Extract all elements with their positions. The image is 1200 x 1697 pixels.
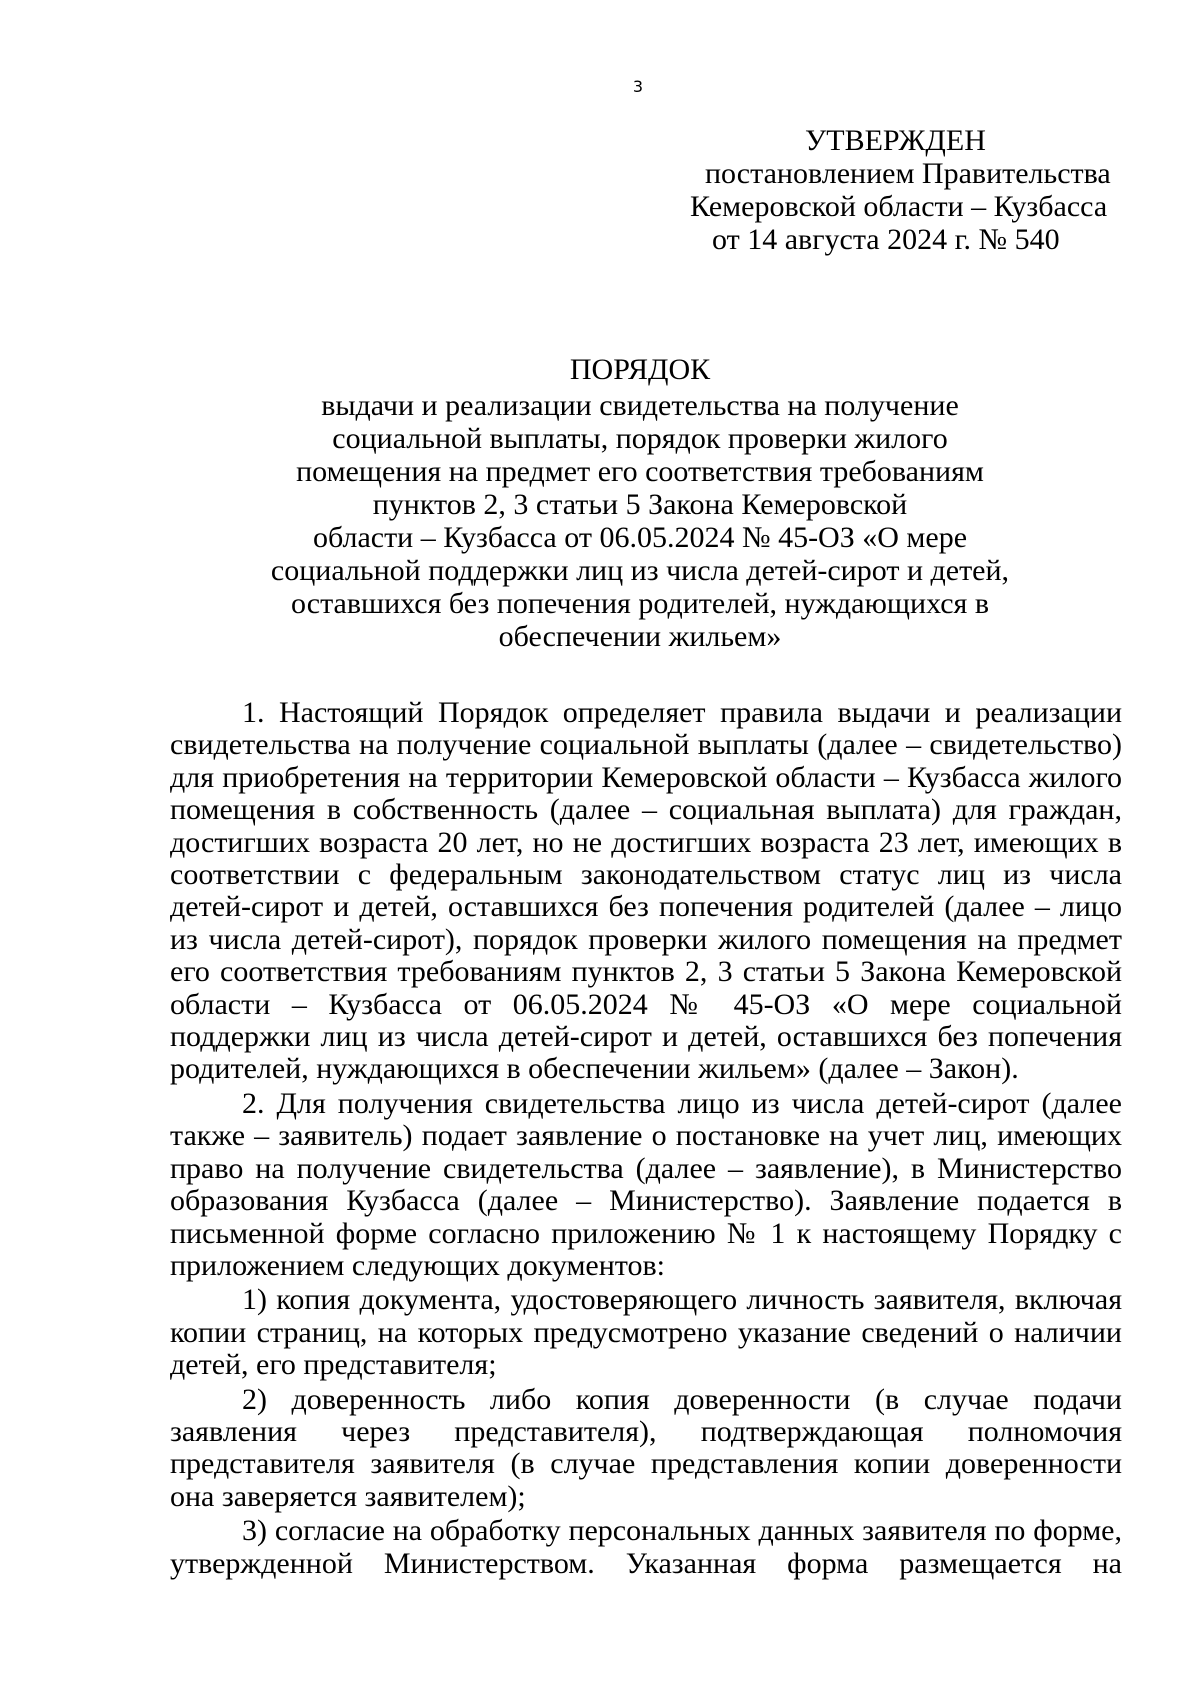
list-item-1: 1) копия документа, удостоверяющего личность заявителя, включая копии страниц, на которых предусмотрено указание сведений о наличии детей, его представителя;: [170, 1283, 1122, 1382]
title-line: области – Кузбасса от 06.05.2024 № 45-ОЗ «О мере: [312, 521, 968, 554]
list-item-3: 3) согласие на обработку персональных данных заявителя по форме, утвержденной Министерством. Указанная форма размещается на: [170, 1514, 1122, 1580]
list-item-2: 2) доверенность либо копия доверенности (в случае подачи заявления через представителя), подтверждающая полномочия представителя заявителя (в случае представления копии доверенности она заверяется заявителем);: [170, 1382, 1122, 1513]
title-line: социальной выплаты, порядок проверки жилого: [332, 422, 948, 455]
approval-stamp-block: [690, 124, 1120, 256]
approval-heading: УТВЕРЖДЕН: [805, 124, 986, 157]
title-line: выдачи и реализации свидетельства на получение: [321, 389, 959, 422]
title-line: помещения на предмет его соответствия требованиям: [296, 455, 984, 488]
title-line: социальной поддержки лиц из числа детей-сирот и детей,: [270, 554, 1010, 587]
approval-line: постановлением Правительства: [705, 157, 1111, 190]
title-line: оставшихся без попечения родителей, нуждающихся в: [291, 587, 989, 620]
title-line: пунктов 2, 3 статьи 5 Закона Кемеровской: [372, 488, 908, 521]
document-title: [260, 353, 1020, 653]
paragraph-2: 2. Для получения свидетельства лицо из числа детей-сирот (далее также – заявитель) подает заявление о постановке на учет лиц, имеющих право на получение свидетельства (далее – заявление), в Министерство образования Кузбасса (далее – Министерство). Заявление подается в письменной форме согласно приложению № 1 к настоящему Порядку с приложением следующих документов:: [170, 1086, 1122, 1282]
document-body: [170, 697, 1122, 1580]
page-number: 3: [632, 77, 644, 96]
approval-date-number: от 14 августа 2024 г. № 540: [712, 223, 1060, 256]
paragraph-1: 1. Настоящий Порядок определяет правила выдачи и реализации свидетельства на получение социальной выплаты (далее – свидетельство) для приобретения на территории Кемеровской области – Кузбасса жилого помещения в собственность (далее – социальная выплата) для граждан, достигших возраста 20 лет, но не достигших возраста 23 лет, имеющих в соответствии с федеральным законодательством статус лиц из числа детей-сирот и детей, оставшихся без попечения родителей (далее – лицо из числа детей-сирот), порядок проверки жилого помещения на предмет его соответствия требованиям пунктов 2, 3 статьи 5 Закона Кемеровской области – Кузбасса от 06.05.2024 № 45-ОЗ «О мере социальной поддержки лиц из числа детей-сирот и детей, оставшихся без попечения родителей, нуждающихся в обеспечении жильем» (далее – Закон).: [170, 696, 1122, 1086]
approval-line: Кемеровской области – Кузбасса: [690, 190, 1108, 223]
title-heading: ПОРЯДОК: [569, 353, 711, 386]
title-line: обеспечении жильем»: [498, 620, 782, 653]
